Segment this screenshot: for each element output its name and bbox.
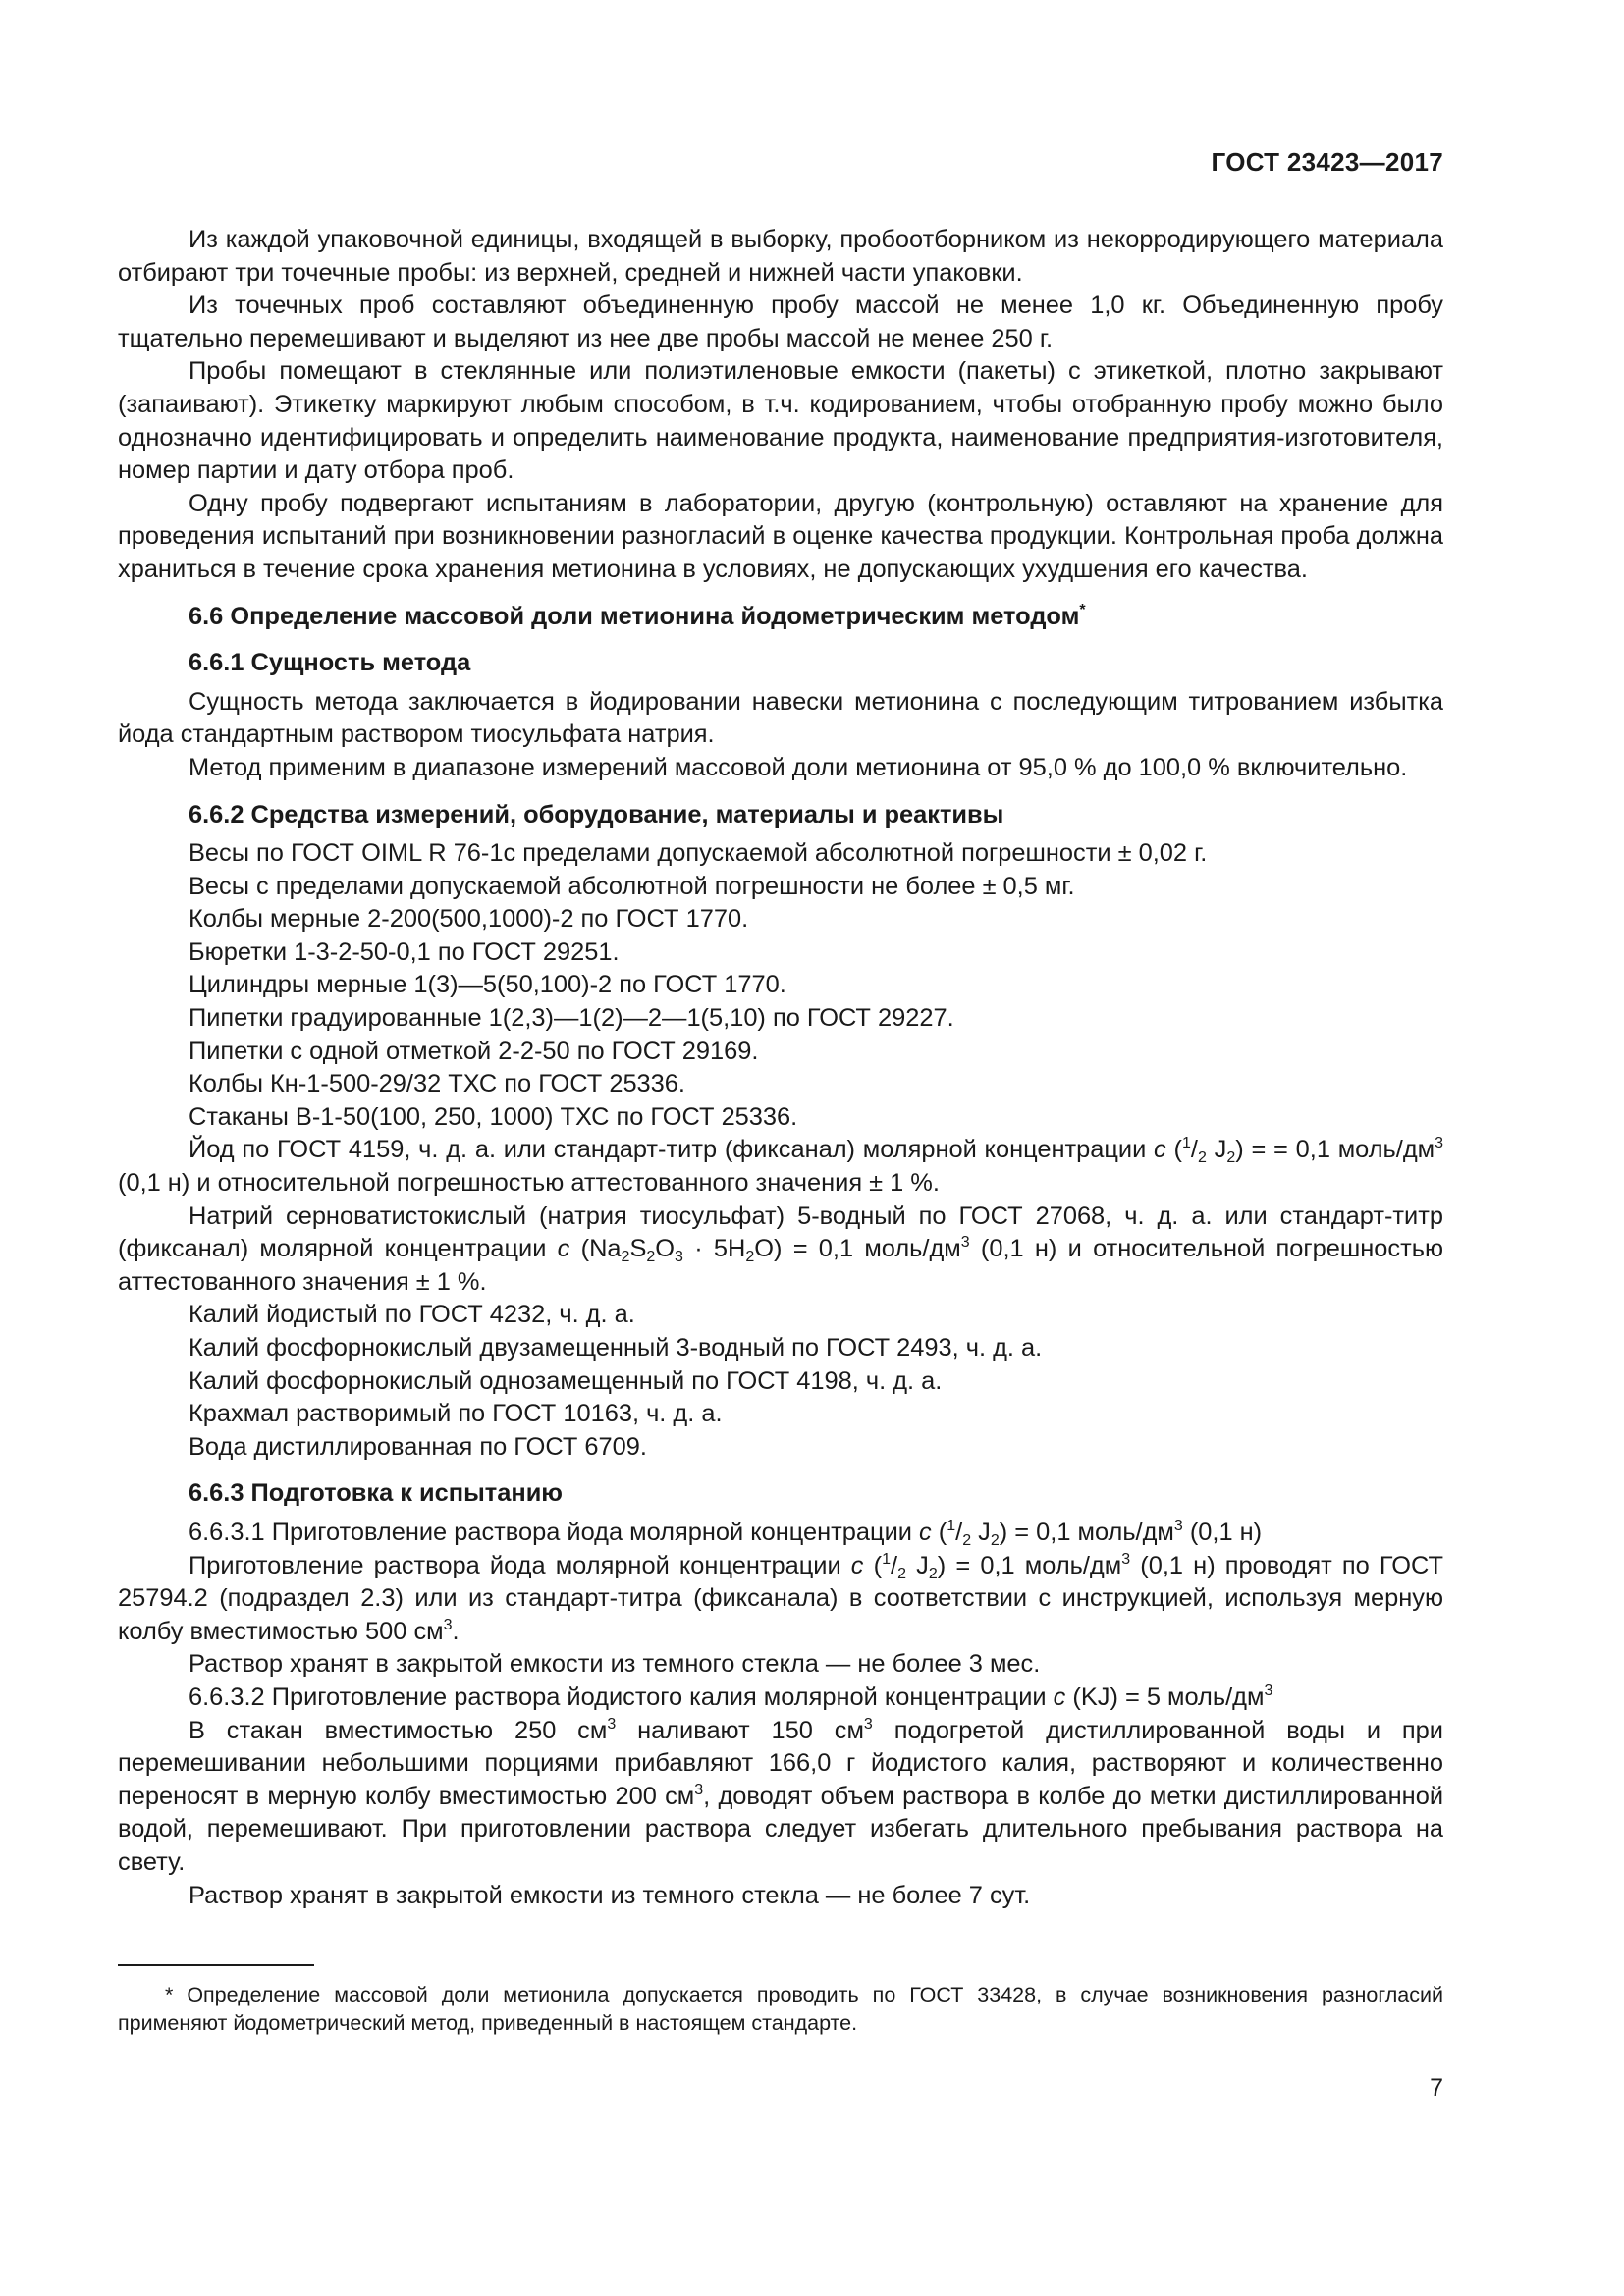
- list-item: Колбы Кн-1-500-29/32 ТХС по ГОСТ 25336.: [189, 1070, 685, 1098]
- paragraph: Раствор хранят в закрытой емкости из темного стекла — не более 3 мес.: [189, 1650, 1041, 1679]
- paragraph: Раствор хранят в закрытой емкости из темного стекла — не более 7 сут.: [189, 1881, 1031, 1909]
- list-item: Калий фосфорнокислый однозамещенный по ГОСТ 4198, ч. д. а.: [189, 1366, 943, 1395]
- list-item: Весы с пределами допускаемой абсолютной погрешности не более ± 0,5 мг.: [189, 872, 1075, 900]
- paragraph: Из каждой упаковочной единицы, входящей в выборку, пробоотборником из некорродирующего материала отбирают три точечные пробы: из верхней, средней и нижней части упаковки.: [118, 226, 1443, 287]
- subsection-heading-6-6-3-2: 6.6.3.2 Приготовление раствора йодистого калия молярной концентрации c (KJ) = 5 моль/$дм^3$: [189, 1682, 1273, 1711]
- list-item: Весы по ГОСТ OIML R 76-1с пределами допускаемой абсолютной погрешности ± 0,02 г.: [189, 839, 1208, 868]
- list-item: Калий фосфорнокислый двузамещенный 3-водный по ГОСТ 2493, ч. д. а.: [189, 1334, 1043, 1362]
- paragraph: Сущность метода заключается в йодировании навески метионина с последующим титрованием избытка йода стандартным раствором тиосульфата натрия.: [118, 687, 1443, 749]
- list-item: Колбы мерные 2-200(500,1000)-2 по ГОСТ 1770.: [189, 905, 749, 934]
- page-number: 7: [1430, 2074, 1443, 2102]
- section-heading-6-6-2: 6.6.2 Средства измерений, оборудование, материалы и реактивы: [189, 800, 1004, 828]
- list-item: Стаканы В-1-50(100, 250, 1000) ТХС по ГОСТ 25336.: [189, 1102, 798, 1131]
- footnote-divider: [118, 1964, 314, 1966]
- standard-number-header: ГОСТ 23423—2017: [1211, 147, 1443, 177]
- list-item: Пипетки градуированные 1(2,3)—1(2)—2—1(5,10) по ГОСТ 29227.: [189, 1004, 954, 1033]
- section-heading-6-6-3: 6.6.3 Подготовка к испытанию: [189, 1479, 563, 1508]
- list-item: Калий йодистый по ГОСТ 4232, ч. д. а.: [189, 1301, 635, 1329]
- paragraph: Приготовление раствора йода молярной концентрации c ($^1/_2$ $J_2) = 0,1$ моль/$дм^3$ (0,1 н) проводят по ГОСТ 25794.2 (подраздел 2.3) или из стандарт-титра (фиксанала) в соответствии с инструкцией, используя мерную колбу вместимостью 500 $см^3$.: [118, 1550, 1444, 1645]
- subsection-heading-6-6-3-1: 6.6.3.1 Приготовление раствора йода молярной концентрации c ($^1/_2$ $J_2) = 0,1$ моль/$дм^3$ (0,1 н): [189, 1517, 1263, 1549]
- list-item: Пипетки с одной отметкой 2-2-50 по ГОСТ 29169.: [189, 1037, 759, 1065]
- footnote-mark: *: [1079, 601, 1086, 618]
- section-heading-6-6: 6.6 Определение массовой доли метионина йодометрическим методом*: [189, 601, 1086, 630]
- list-item: Вода дистиллированная по ГОСТ 6709.: [189, 1432, 647, 1461]
- paragraph: Из точечных проб составляют объединенную пробу массой не менее 1,0 кг. Объединенную пробу тщательно перемешивают и выделяют из нее две пробы массой не менее 250 г.: [118, 292, 1443, 352]
- footnote: [118, 1981, 1443, 2037]
- reagent-list: [118, 1299, 1443, 1464]
- paragraph: Одну пробу подвергают испытаниям в лаборатории, другую (контрольную) оставляют на хранение для проведения испытаний при возникновении разногласий в оценке качества продукции. Контрольная проба должна храниться в течение срока хранения метионина в условиях, не допускающих ухудшения его качества.: [118, 489, 1443, 583]
- list-item: Крахмал растворимый по ГОСТ 10163, ч. д. а.: [189, 1400, 723, 1428]
- paragraph: В стакан вместимостью 250 $см^3$ наливают 150 $см^3$ подогретой дистиллированной воды и при перемешивании небольшими порциями прибавляют 166,0 г йодистого калия, растворяют и количественно переносят в мерную колбу вместимостью 200 $см^3$, доводят объем раствора в колбе до метки дистиллированной водой, перемешивают. При приготовлении раствора следует избегать длительного пребывания раствора на свету.: [118, 1715, 1444, 1876]
- list-item: Бюретки 1-3-2-50-0,1 по ГОСТ 29251.: [189, 937, 620, 966]
- iodine-item: Йод по ГОСТ 4159, ч. д. а. или стандарт-титр (фиксанал) молярной концентрации c ($^1/_2$ $J_2$) = = 0,1 моль/$дм^3$ (0,1 н) и относительной погрешностью аттестованного значения ± 1 %.: [118, 1135, 1444, 1198]
- footnote-text: * Определение массовой доли метионила допускается проводить по ГОСТ 33428, в случае возникновения разногласий применяют йодометрический метод, приведенный в настоящем стандарте.: [118, 1983, 1443, 2035]
- document-body: [118, 224, 1443, 1912]
- equipment-list: [118, 837, 1443, 1134]
- paragraph: Метод применим в диапазоне измерений массовой доли метионина от 95,0 % до 100,0 % включительно.: [189, 753, 1408, 781]
- list-item: Цилиндры мерные 1(3)—5(50,100)-2 по ГОСТ 1770.: [189, 971, 786, 999]
- paragraph: Пробы помещают в стеклянные или полиэтиленовые емкости (пакеты) с этикеткой, плотно закрывают (запаивают). Этикетку маркируют любым способом, в т.ч. кодированием, чтобы отобранную пробу можно было однозначно идентифицировать и определить наименование продукта, наименование предприятия-изготовителя, номер партии и дату отбора проб.: [118, 357, 1443, 485]
- section-heading-6-6-1: 6.6.1 Сущность метода: [189, 649, 471, 677]
- thiosulfate-item: Натрий серноватистокислый (натрия тиосульфат) 5-водный по ГОСТ 27068, ч. д. а. или стандарт-титр (фиксанал) молярной концентрации c $(Na_2S_2O_3 \cdot 5H_2O) = 0,1$ моль/$дм^3$ (0,1 н) и относительной погрешностью аттестованного значения ± 1 %.: [118, 1201, 1444, 1296]
